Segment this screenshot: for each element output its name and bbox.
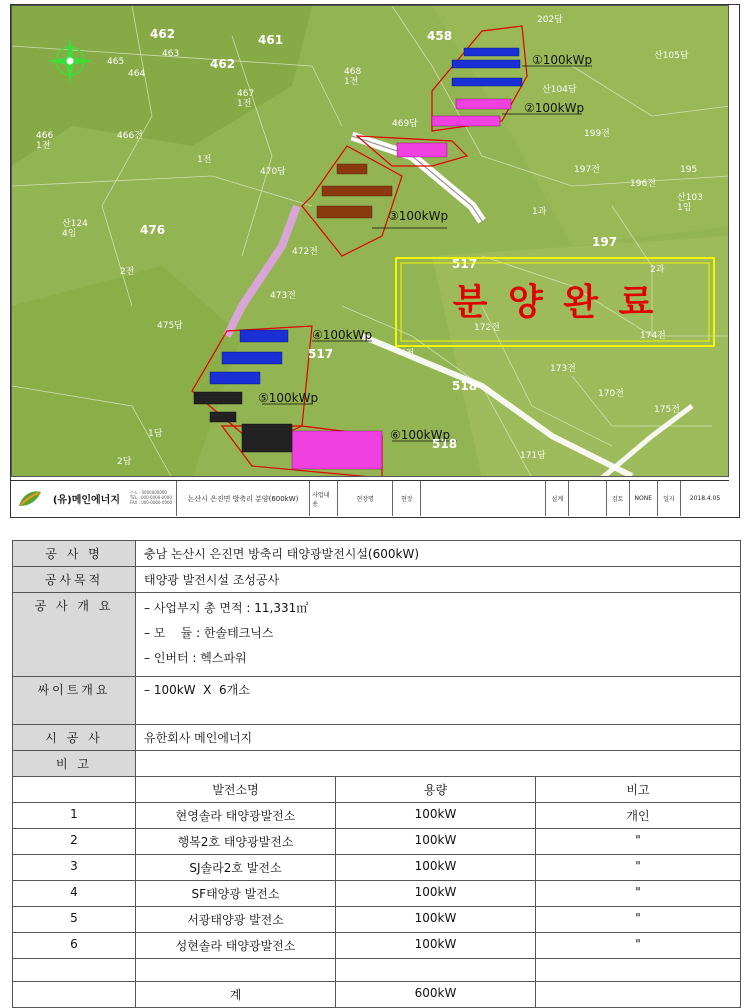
value-cell (136, 593, 741, 677)
value-cell (136, 751, 741, 777)
parcel-label: 468 1전 (344, 67, 362, 87)
plant-note: " (536, 855, 741, 881)
parcel-label: 475답 (157, 321, 183, 331)
plant-name: SF태양광 발전소 (136, 881, 336, 907)
plant-name: 행복2호 태양광발전소 (136, 829, 336, 855)
header-cell: 비고 (536, 777, 741, 803)
label-cell: 공 사 개 요 (13, 593, 136, 677)
parcel-label: 463 (162, 49, 180, 59)
table-row (13, 855, 741, 881)
title-cell: NONE (630, 481, 658, 516)
parcel-label: 517 (308, 347, 334, 361)
header-cell: 발전소명 (136, 777, 336, 803)
row-number: 1 (13, 803, 136, 829)
title-cell: 설계 (546, 481, 569, 516)
plant-name: 서광태양광 발전소 (136, 907, 336, 933)
plant-note: 개인 (536, 803, 741, 829)
plant-capacity: 100kW (336, 881, 536, 907)
parcel-label: 199전 (584, 129, 610, 139)
table-row (13, 751, 741, 777)
row-number: 2 (13, 829, 136, 855)
parcel-label: 173전 (550, 364, 576, 374)
plant-capacity: 100kW (336, 855, 536, 881)
parcel-label: 172전 (474, 323, 500, 333)
site-map (11, 5, 729, 477)
parcel-label: 산124 4임 (62, 219, 88, 239)
parcel-label: 470답 (260, 167, 286, 177)
empty-cell (13, 959, 136, 982)
plant-note: " (536, 933, 741, 959)
company-contact: 주소 : 0000000000 TEL : 000-0000-0000 FAX : 000-0000-0000 (129, 490, 173, 505)
title-cell: 일자 (658, 481, 681, 516)
parcel-label: 467 1전 (237, 89, 255, 109)
sold-out-stamp-text: 분 양 완 료 (452, 282, 658, 323)
label-cell: 공사목적 (13, 567, 136, 593)
parcel-label: 458 (427, 29, 453, 43)
label-cell: 비 고 (13, 751, 136, 777)
empty-cell (13, 982, 136, 1008)
parcel-label: 462 (150, 27, 176, 41)
parcel-label: 195 (680, 165, 698, 175)
parcel-label: 472전 (292, 247, 318, 257)
table-row (13, 881, 741, 907)
plant-label-5: ⑤100kWp (258, 391, 319, 405)
table-header-row (13, 777, 741, 803)
plant-capacity: 100kW (336, 907, 536, 933)
parcel-label: 462 (210, 57, 236, 71)
empty-cell (536, 959, 741, 982)
title-cell: 2018.4.05 (689, 495, 721, 502)
plant-note: " (536, 907, 741, 933)
parcel-label: 476 (140, 223, 166, 237)
header-cell: 용량 (336, 777, 536, 803)
plant-capacity: 100kW (336, 803, 536, 829)
parcel-label: 197전 (574, 165, 600, 175)
parcel-label: 461 (258, 33, 284, 47)
parcel-label: 산105답 (654, 51, 689, 61)
table-row (13, 593, 741, 677)
total-value: 600kW (336, 982, 536, 1008)
table-row (13, 959, 741, 982)
parcel-label: 175전 (654, 405, 680, 415)
parcel-label: 4전 (400, 349, 415, 359)
title-cell: 현장 (393, 481, 421, 516)
parcel-label: 2답 (117, 457, 132, 467)
row-number: 3 (13, 855, 136, 881)
table-row (13, 829, 741, 855)
parcel-label: 464 (128, 69, 146, 79)
parcel-label: 473전 (270, 291, 296, 301)
parcel-label: 1과 (532, 207, 547, 217)
parcel-label: 170전 (598, 389, 624, 399)
overview-item: – 사업부지 총 면적 : 11,331㎡ (144, 601, 309, 615)
title-cell: 현장명 (338, 481, 393, 516)
table-row (13, 933, 741, 959)
drawing-title-block (11, 480, 729, 516)
value-cell: – 100kW X 6개소 (136, 677, 741, 725)
parcel-label: 산103 1임 (677, 193, 703, 213)
parcel-label: 2전 (120, 267, 135, 277)
label-cell: 싸이트개요 (13, 677, 136, 725)
table-row (13, 541, 741, 567)
project-info-table (12, 540, 741, 1008)
overview-item: – 인버터 : 헥스파워 (144, 651, 247, 665)
title-cell: 사업내용 (310, 481, 338, 516)
parcel-label: 197 (592, 235, 618, 249)
company-name: (유)메인에너지 (52, 495, 120, 506)
total-label: 계 (136, 982, 336, 1008)
header-cell (13, 777, 136, 803)
parcel-label: 2과 (650, 265, 665, 275)
parcel-label: 518 (452, 379, 478, 393)
row-number: 4 (13, 881, 136, 907)
label-cell: 시 공 사 (13, 725, 136, 751)
value-cell: 유한회사 메인에너지 (136, 725, 741, 751)
empty-cell (136, 959, 336, 982)
parcel-label: 196전 (630, 179, 656, 189)
empty-cell (336, 959, 536, 982)
parcel-label: 518 (432, 437, 458, 451)
leaf-logo-icon (17, 488, 43, 510)
overview-item: – 모 듈 : 한솔테크닉스 (144, 626, 274, 640)
plant-capacity: 100kW (336, 933, 536, 959)
empty-cell (536, 982, 741, 1008)
parcel-label: 202답 (537, 15, 563, 25)
row-number: 5 (13, 907, 136, 933)
plant-label-1: ①100kWp (532, 53, 593, 67)
parcel-label: 469답 (392, 119, 418, 129)
parcel-label: 517 (452, 257, 478, 271)
table-row (13, 803, 741, 829)
label-cell: 공 사 명 (13, 541, 136, 567)
plant-name: SJ솔라2호 발전소 (136, 855, 336, 881)
parcel-label: 466 1전 (36, 131, 54, 151)
title-cell: 검토 (607, 481, 630, 516)
parcel-label: 171답 (520, 451, 546, 461)
row-number: 6 (13, 933, 136, 959)
table-row (13, 677, 741, 725)
company-logo-block (11, 481, 177, 516)
parcel-label: 174전 (640, 331, 666, 341)
drawing-title: 논산시 은진면 방축리 분양(600kW) (177, 481, 310, 516)
total-row (13, 982, 741, 1008)
table-row (13, 907, 741, 933)
plant-note: " (536, 829, 741, 855)
value-cell: 충남 논산시 은진면 방축리 태양광발전시설(600kW) (136, 541, 741, 567)
parcel-label: 466전 (117, 131, 143, 141)
table-row (13, 567, 741, 593)
parcel-label: 465 (107, 57, 125, 67)
plant-name: 현영솔라 태양광발전소 (136, 803, 336, 829)
parcel-label: 1전 (197, 155, 212, 165)
map-canvas (12, 6, 729, 477)
plant-label-2: ②100kWp (524, 101, 585, 115)
plant-label-3: ③100kWp (388, 209, 449, 223)
plant-capacity: 100kW (336, 829, 536, 855)
title-cell (421, 481, 546, 516)
plant-note: " (536, 881, 741, 907)
value-cell: 태양광 발전시설 조성공사 (136, 567, 741, 593)
plant-label-6: ⑥100kWp (390, 428, 451, 442)
parcel-label: 1답 (148, 429, 163, 439)
title-cell (569, 481, 606, 516)
plant-label-4: ④100kWp (312, 328, 373, 342)
parcel-label: 산104답 (542, 85, 577, 95)
plant-name: 성현솔라 태양광발전소 (136, 933, 336, 959)
table-row (13, 725, 741, 751)
